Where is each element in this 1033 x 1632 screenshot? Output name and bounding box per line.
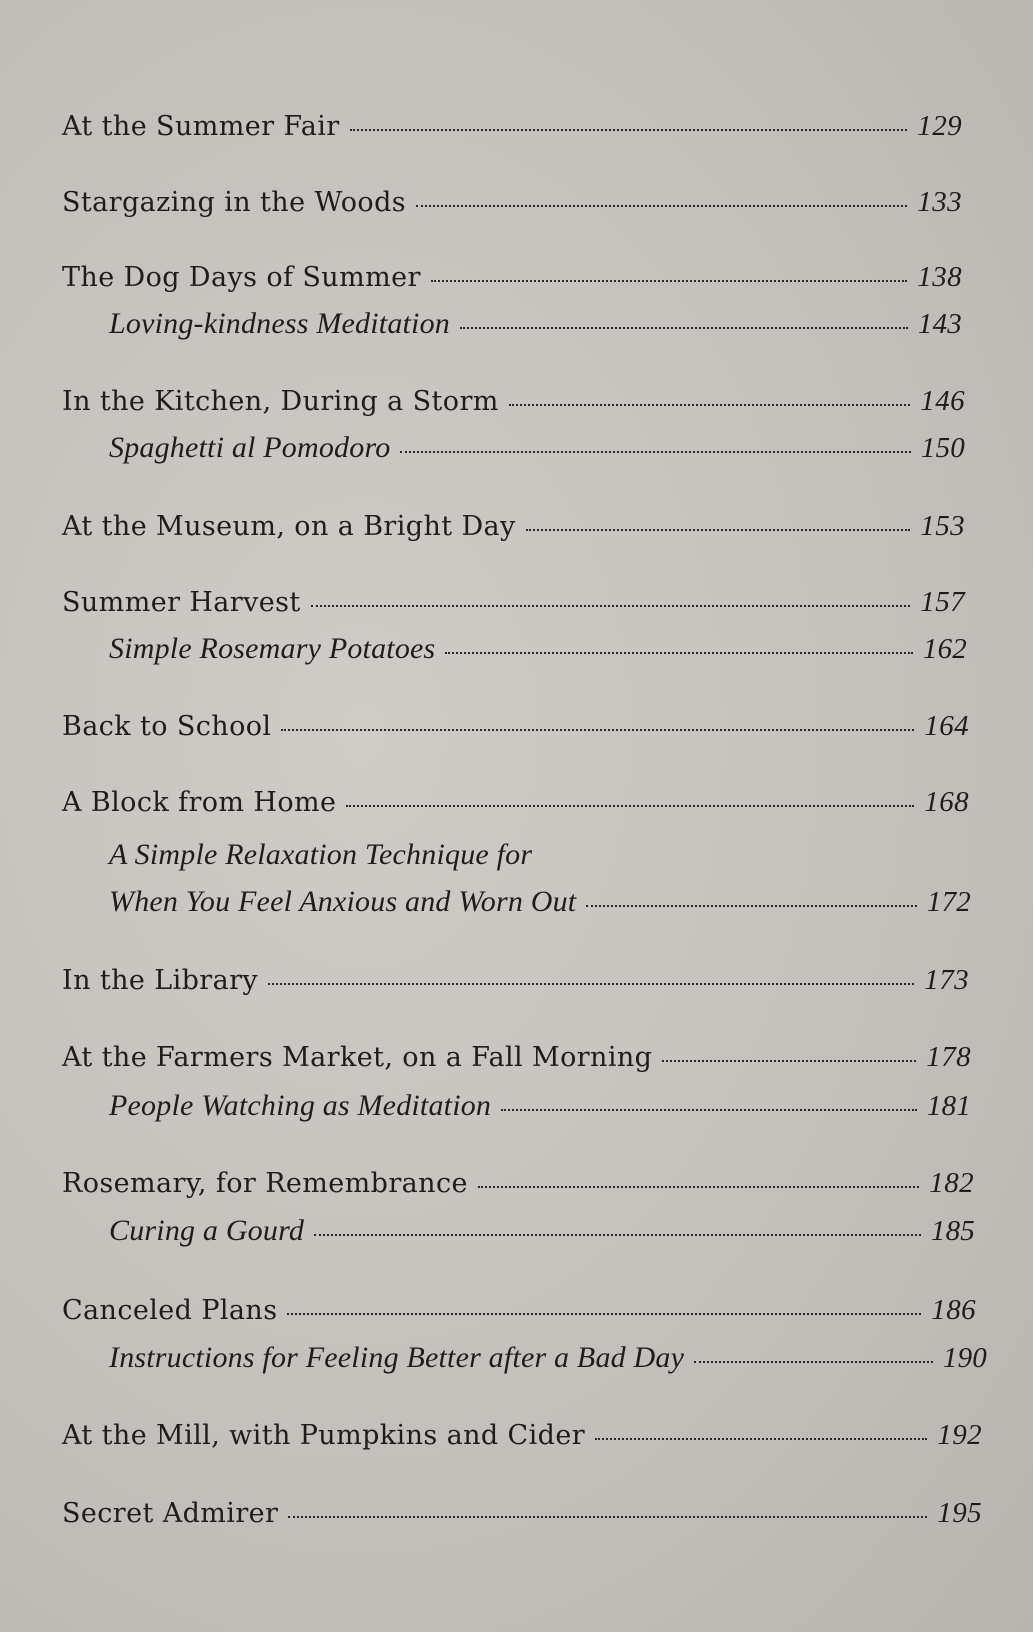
entry-title: Curing a Gourd xyxy=(109,1214,305,1247)
entry-title: People Watching as Meditation xyxy=(109,1089,492,1122)
entry-title: Rosemary, for Remembrance xyxy=(62,1168,468,1199)
toc-subentry[interactable] xyxy=(109,632,967,666)
dot-leader xyxy=(288,1516,927,1518)
page-number: 186 xyxy=(931,1294,976,1326)
toc-subentry[interactable] xyxy=(109,1214,975,1248)
dot-leader xyxy=(350,129,908,131)
toc-entry[interactable] xyxy=(62,510,965,543)
page-number: 168 xyxy=(924,786,969,818)
toc-entry[interactable] xyxy=(62,1041,971,1074)
page-number: 146 xyxy=(920,385,965,417)
dot-leader xyxy=(346,805,914,807)
entry-title: Back to School xyxy=(62,711,272,742)
toc-entry[interactable] xyxy=(62,1167,974,1200)
dot-leader xyxy=(662,1060,916,1062)
dot-leader xyxy=(314,1234,921,1236)
toc-entry[interactable] xyxy=(62,1419,982,1452)
entry-title: Instructions for Feeling Better after a Bad Day xyxy=(109,1341,685,1374)
toc-entry[interactable] xyxy=(62,710,969,743)
toc-subentry[interactable] xyxy=(109,1341,987,1375)
page-number: 129 xyxy=(917,110,962,142)
dot-leader xyxy=(445,652,912,654)
page-number: 150 xyxy=(920,432,965,464)
entry-title: In the Kitchen, During a Storm xyxy=(62,386,499,417)
entry-title: The Dog Days of Summer xyxy=(62,262,421,293)
toc-subentry[interactable] xyxy=(109,431,965,465)
dot-leader xyxy=(501,1109,917,1111)
toc-entry[interactable] xyxy=(62,964,969,997)
page-number: 190 xyxy=(942,1342,987,1374)
dot-leader xyxy=(400,451,910,453)
entry-title: At the Museum, on a Bright Day xyxy=(62,511,516,542)
toc-subentry[interactable] xyxy=(109,307,962,341)
toc-subentry[interactable] xyxy=(109,885,971,919)
dot-leader xyxy=(268,983,914,985)
page-number: 172 xyxy=(926,886,971,918)
dot-leader xyxy=(281,729,914,731)
page-number: 164 xyxy=(924,710,969,742)
toc-entry[interactable] xyxy=(62,1497,982,1530)
dot-leader xyxy=(694,1361,933,1363)
page-number: 178 xyxy=(926,1041,971,1073)
toc-entry[interactable] xyxy=(62,586,965,619)
page-number: 192 xyxy=(937,1419,982,1451)
entry-title: A Block from Home xyxy=(62,787,337,818)
dot-leader xyxy=(595,1438,927,1440)
page-number: 133 xyxy=(917,186,962,218)
dot-leader xyxy=(460,327,908,329)
dot-leader xyxy=(509,404,911,406)
entry-title: Secret Admirer xyxy=(62,1498,279,1529)
dot-leader xyxy=(287,1313,921,1315)
page-number: 143 xyxy=(917,308,962,340)
entry-title: Loving-kindness Meditation xyxy=(109,307,450,340)
page-number: 138 xyxy=(917,261,962,293)
entry-title: Summer Harvest xyxy=(62,587,301,618)
page-number: 185 xyxy=(930,1215,975,1247)
entry-title: In the Library xyxy=(62,965,259,996)
toc-subentry[interactable] xyxy=(109,1089,971,1123)
toc-entry[interactable] xyxy=(62,110,962,143)
entry-title: At the Farmers Market, on a Fall Morning xyxy=(62,1042,653,1073)
dot-leader xyxy=(416,205,907,207)
dot-leader xyxy=(526,529,911,531)
entry-title: Simple Rosemary Potatoes xyxy=(109,632,436,665)
toc-entry[interactable] xyxy=(62,186,962,219)
page-number: 153 xyxy=(920,510,965,542)
entry-title: Canceled Plans xyxy=(62,1295,278,1326)
entry-title: Stargazing in the Woods xyxy=(62,187,407,218)
dot-leader xyxy=(478,1186,919,1188)
toc-entry[interactable] xyxy=(62,385,965,418)
page-number: 195 xyxy=(937,1497,982,1529)
toc-entry[interactable] xyxy=(62,786,969,819)
entry-title: At the Mill, with Pumpkins and Cider xyxy=(62,1420,586,1451)
page-number: 181 xyxy=(926,1090,971,1122)
entry-title: Spaghetti al Pomodoro xyxy=(109,431,391,464)
entry-title: When You Feel Anxious and Worn Out xyxy=(109,885,577,918)
dot-leader xyxy=(431,280,908,282)
page-number: 157 xyxy=(920,586,965,618)
dot-leader xyxy=(311,605,911,607)
toc-subentry-first-line[interactable]: A Simple Relaxation Technique for xyxy=(109,838,533,871)
toc-entry[interactable] xyxy=(62,1294,976,1327)
toc-entry[interactable] xyxy=(62,261,962,294)
page-number: 162 xyxy=(922,633,967,665)
page-number: 182 xyxy=(929,1167,974,1199)
page-number: 173 xyxy=(924,964,969,996)
entry-title: At the Summer Fair xyxy=(62,111,340,142)
dot-leader xyxy=(586,905,917,907)
